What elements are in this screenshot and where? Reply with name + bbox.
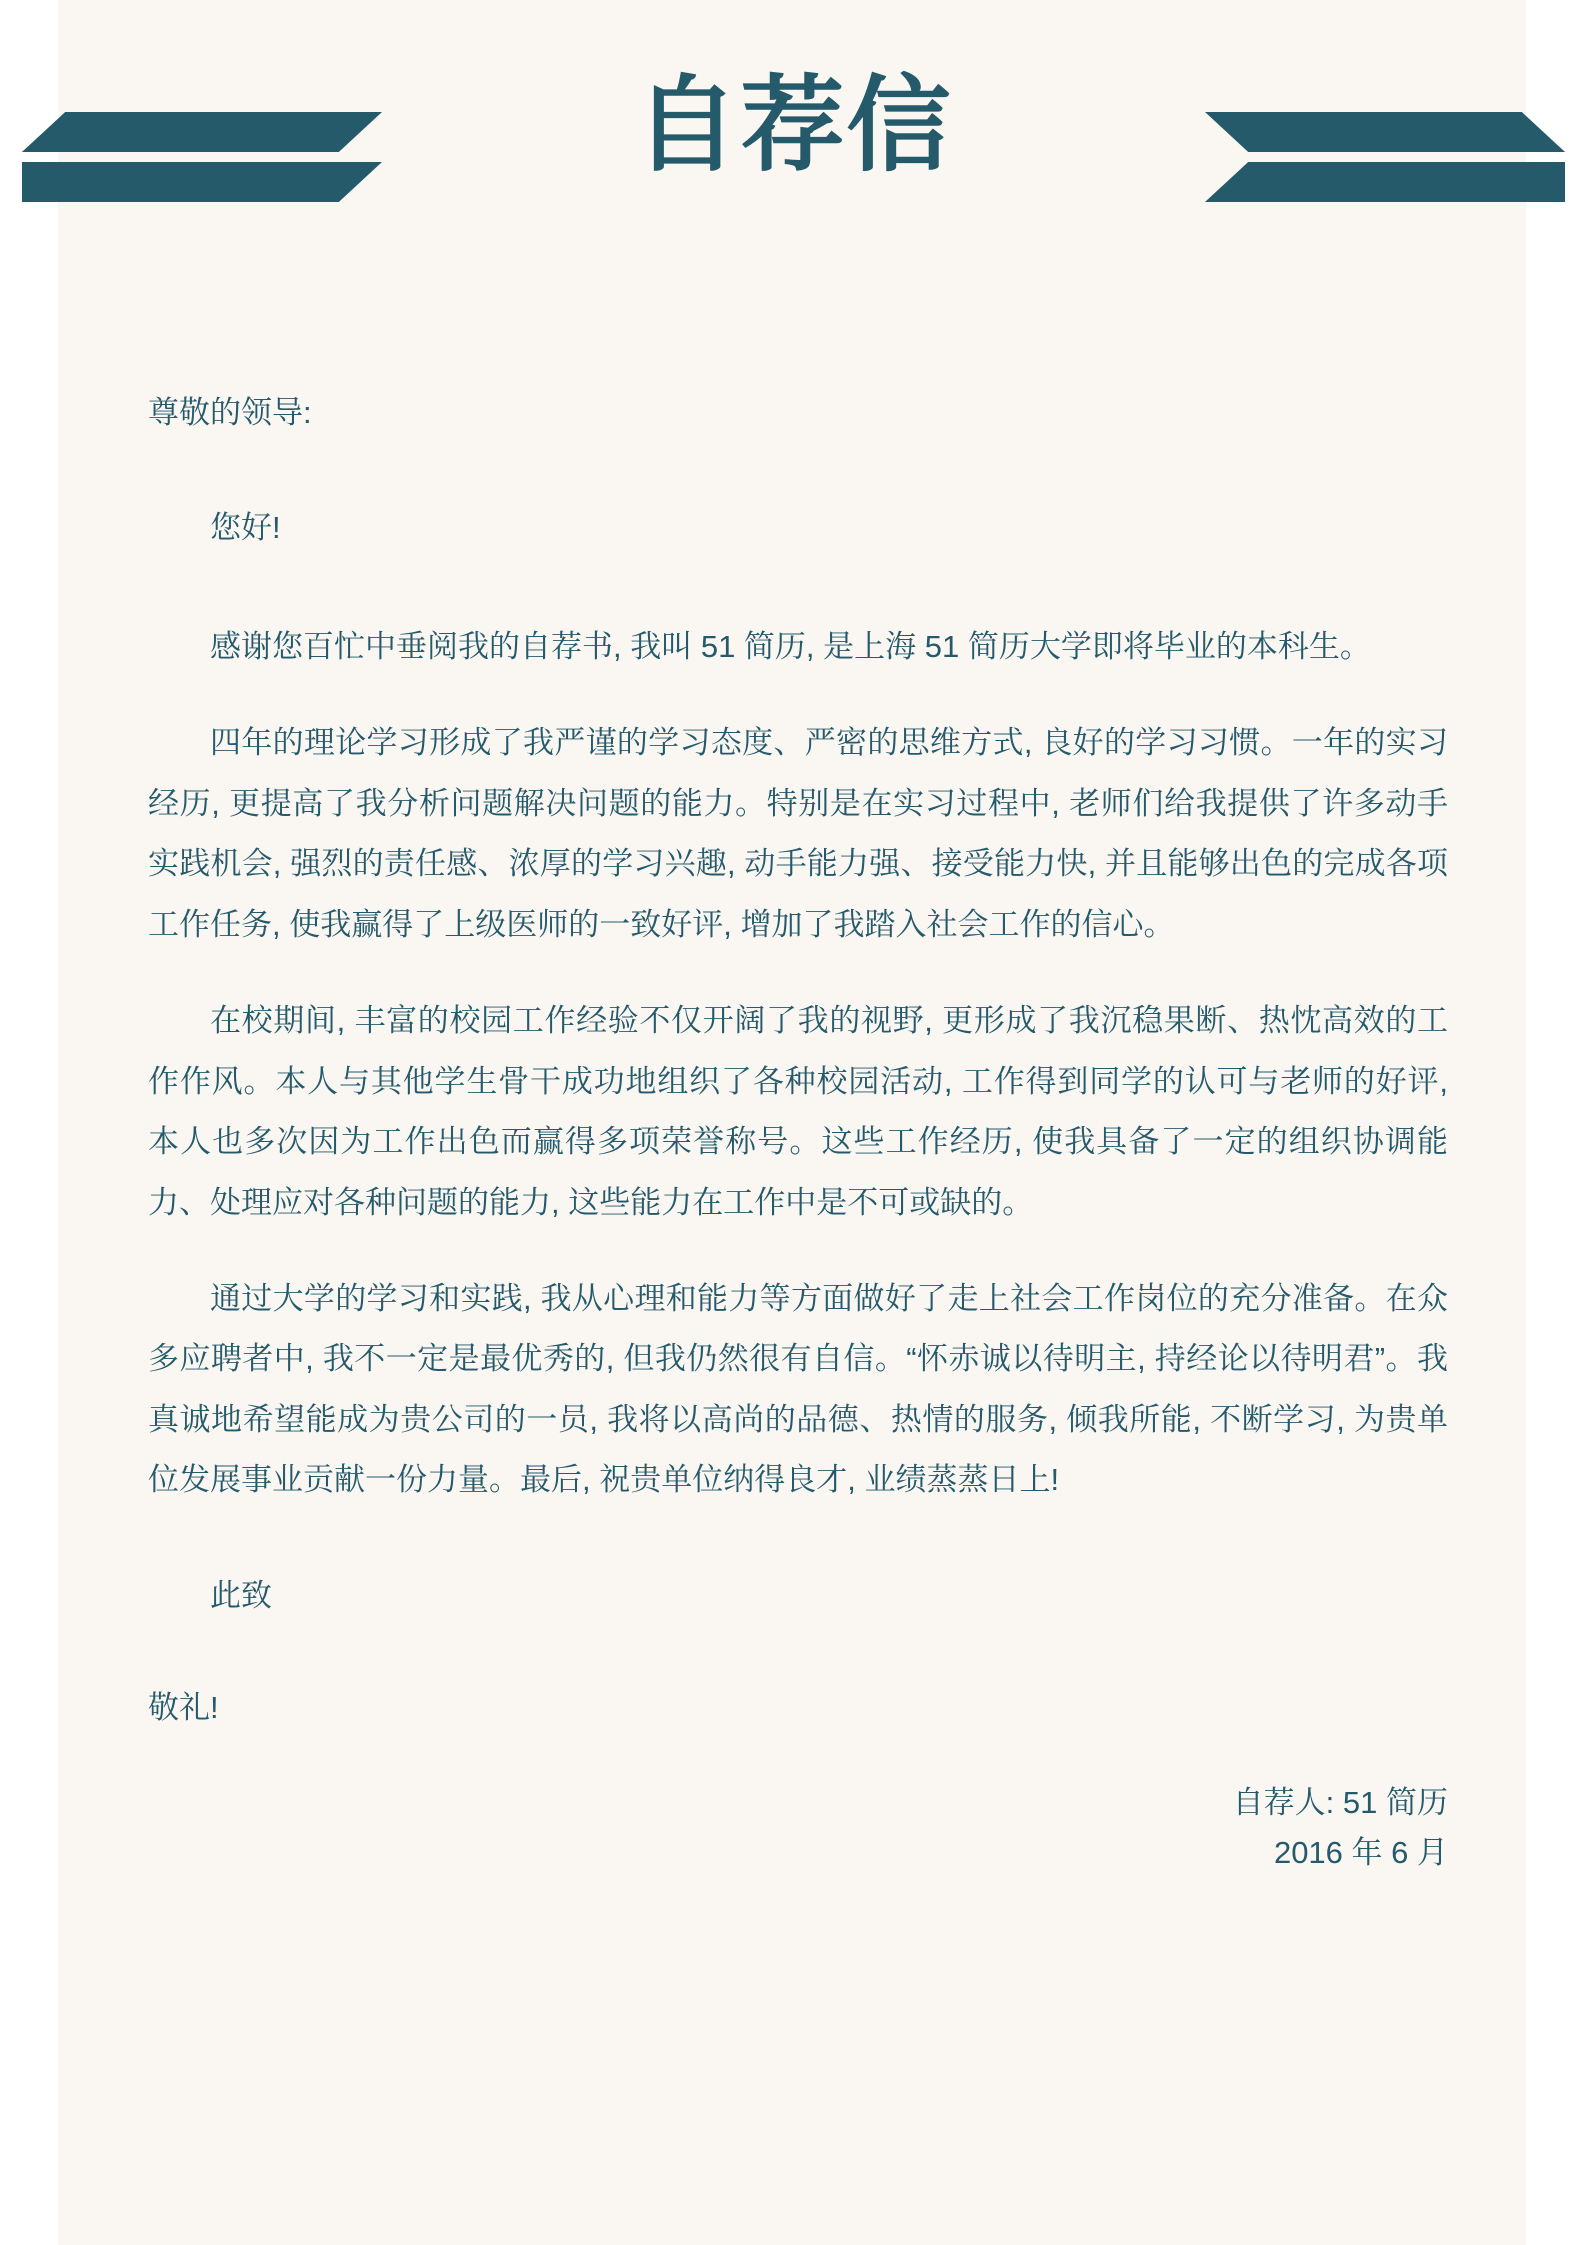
ribbon-right-bottom-band <box>1205 162 1565 202</box>
signature-date: 2016 年 6 月 <box>1273 1834 1448 1870</box>
letter-body <box>148 390 1448 1878</box>
body-paragraph-3: 在校期间, 丰富的校园工作经验不仅开阔了我的视野, 更形成了我沉稳果断、热忱高效的工作作风。本人与其他学生骨干成功地组织了各种校园活动, 工作得到同学的认可与老师的好评, 本人也多次因为工作出色而赢得多项荣誉称号。这些工作经历, 使我具备了一定的组织协调能力、处理应对各种问题的能力, 这些能力在工作中是不可或缺的。 <box>148 1003 1448 1220</box>
body-paragraph-1: 感谢您百忙中垂阅我的自荐书, 我叫 51 简历, 是上海 51 简历大学即将毕业的本科生。 <box>210 629 1371 664</box>
ribbon-right-decoration <box>1205 112 1565 202</box>
document-header <box>0 0 1587 240</box>
closing-jingli: 敬礼! <box>148 1690 219 1726</box>
body-paragraph-4: 通过大学的学习和实践, 我从心理和能力等方面做好了走上社会工作岗位的充分准备。在众多应聘者中, 我不一定是最优秀的, 但我仍然很有自信。“怀赤诚以待明主, 持经论以待明君”。我真诚地希望能成为贵公司的一员, 我将以高尚的品德、热情的服务, 倾我所能, 不断学习, 为贵单位发展事业贡献一份力量。最后, 祝贵单位纳得良才, 业绩蒸蒸日上! <box>148 1280 1448 1498</box>
salutation: 尊敬的领导: <box>148 395 312 430</box>
greeting: 您好! <box>210 509 281 545</box>
signature-block <box>148 1778 1448 1878</box>
body-paragraph-2: 四年的理论学习形成了我严谨的学习态度、严密的思维方式, 良好的学习习惯。一年的实习经历, 更提高了我分析问题解决问题的能力。特别是在实习过程中, 老师们给我提供了许多动手实践机会, 强烈的责任感、浓厚的学习兴趣, 动手能力强、接受能力快, 并且能够出色的完成各项工作任务, 使我赢得了上级医师的一致好评, 增加了我踏入社会工作的信心。 <box>148 725 1448 942</box>
closing-cizhi: 此致 <box>210 1577 272 1613</box>
ribbon-right-top-band <box>1205 112 1565 152</box>
signature-name: 自荐人: 51 简历 <box>1232 1784 1448 1820</box>
page-title: 自荐信 <box>634 68 953 184</box>
